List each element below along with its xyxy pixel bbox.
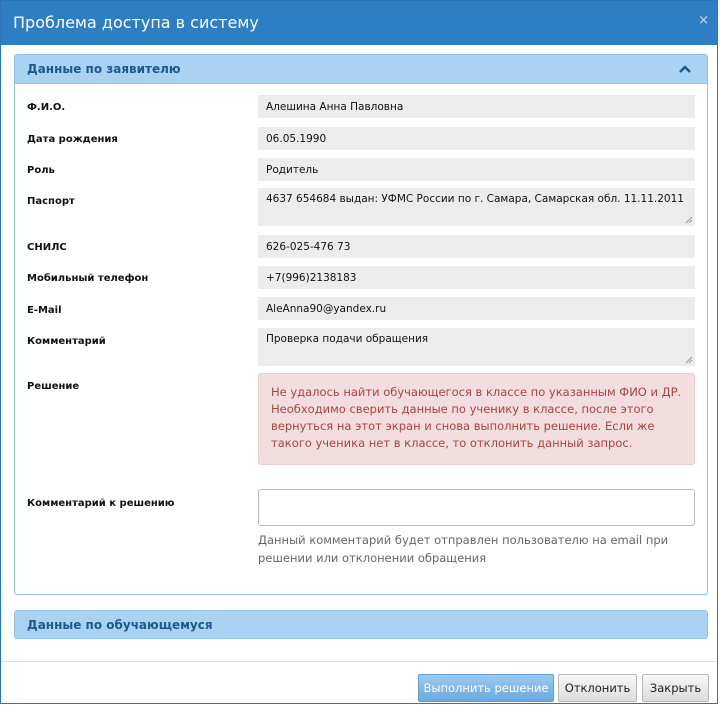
- passport-field[interactable]: [258, 188, 695, 226]
- decision-comment-input[interactable]: [258, 489, 695, 526]
- resize-grip-icon[interactable]: [685, 356, 693, 364]
- role-label: Роль: [27, 165, 55, 176]
- snils-field[interactable]: 626-025-476 73: [258, 235, 695, 258]
- snils-label: СНИЛС: [27, 242, 67, 253]
- applicant-panel-title: Данные по заявителю: [27, 62, 181, 76]
- execute-decision-button[interactable]: Выполнить решение: [418, 674, 554, 702]
- fio-label: Ф.И.О.: [27, 102, 66, 113]
- comment-value: Проверка подачи обращения: [266, 333, 429, 345]
- decision-label: Решение: [27, 381, 80, 392]
- close-icon[interactable]: ×: [698, 13, 709, 28]
- decision-alert: Не удалось найти обучающегося в классе по указанным ФИО и ДР. Необходимо сверить данные по ученику в классе, после этого вернуться на этот экран и снова выполнить решение. Если же такого ученика нет в классе, то отклонить данный запрос.: [258, 373, 695, 465]
- email-field[interactable]: AleAnna90@yandex.ru: [258, 297, 695, 320]
- birthdate-field[interactable]: 06.05.1990: [258, 127, 695, 150]
- decision-comment-label: Комментарий к решению: [27, 498, 175, 509]
- email-label: E-Mail: [27, 305, 62, 316]
- chevron-up-icon[interactable]: [677, 61, 693, 77]
- resize-grip-icon[interactable]: [685, 216, 693, 224]
- mobile-field[interactable]: +7(996)2138183: [258, 266, 695, 289]
- applicant-panel-header[interactable]: [15, 55, 707, 84]
- reject-button[interactable]: Отклонить: [558, 674, 637, 702]
- fio-field[interactable]: Алешина Анна Павловна: [258, 95, 695, 118]
- applicant-panel: [14, 54, 708, 595]
- student-panel-title: Данные по обучающемуся: [27, 618, 213, 632]
- passport-label: Паспорт: [27, 196, 75, 207]
- decision-comment-hint: Данный комментарий будет отправлен пользователю на email при решении или отклонении обращения: [258, 533, 669, 565]
- role-field[interactable]: Родитель: [258, 158, 695, 181]
- comment-label: Комментарий: [27, 336, 106, 347]
- passport-value: 4637 654684 выдан: УФМС России по г. Самара, Самарская обл. 11.11.2011: [266, 193, 684, 205]
- student-panel-header[interactable]: [15, 611, 707, 638]
- dialog-title: Проблема доступа в систему: [13, 13, 259, 32]
- dialog-titlebar: [1, 1, 717, 45]
- student-panel: [14, 610, 708, 639]
- footer-divider: [1, 661, 717, 662]
- birthdate-label: Дата рождения: [27, 134, 118, 145]
- close-button[interactable]: Закрыть: [642, 674, 709, 702]
- comment-field[interactable]: [258, 328, 695, 366]
- mobile-label: Мобильный телефон: [27, 273, 149, 284]
